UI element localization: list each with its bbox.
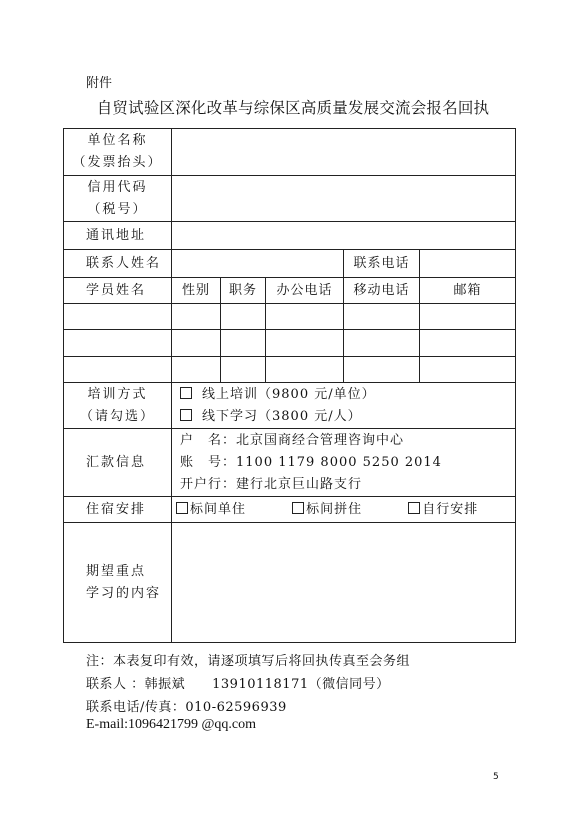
contact-phone-fax: 联系电话/传真：010-62596939 [86,700,287,715]
credit-code-label: 信用代码 （税号） [64,176,172,222]
checkbox-icon[interactable] [180,387,192,399]
table-row [64,304,516,330]
student-cell[interactable] [344,330,420,357]
contact-phone-field[interactable] [420,250,516,278]
account-name: 户 名：北京国商经合管理咨询中心 [180,432,405,448]
address-label: 通讯地址 [64,222,172,250]
expectation-label: 期望重点 学习的内容 [64,523,172,643]
student-cell[interactable] [266,330,344,357]
training-option-online[interactable]: 线上培训（9800 元/单位） [176,384,515,406]
form-title: 自贸试验区深化改革与综保区高质量发展交流会报名回执 [96,99,490,117]
accommodation-label: 住宿安排 [64,497,172,523]
student-cell[interactable] [221,357,266,383]
accommodation-options [172,497,516,523]
checkbox-icon[interactable] [408,502,420,514]
student-cell[interactable] [64,357,172,383]
contact-email: E-mail:1096421799 @qq.com [86,717,256,732]
attachment-label: 附件 [86,76,113,91]
notes-block [86,650,410,719]
checkbox-icon[interactable] [180,409,192,421]
remittance-info [172,429,516,497]
col-mobile-phone: 移动电话 [344,278,420,304]
contact-phone-label: 联系电话 [344,250,420,278]
student-cell[interactable] [420,304,516,330]
col-student-name: 学员姓名 [64,278,172,304]
credit-code-field[interactable] [172,176,516,222]
student-cell[interactable] [221,330,266,357]
contact-name-label: 联系人姓名 [64,250,172,278]
contact-person: 联系人 ：韩振斌 13910118171（微信同号） [86,677,390,692]
account-number: 账 号：1100 1179 8000 5250 2014 [180,454,442,470]
stay-option-self[interactable]: 自行安排 [408,499,478,521]
unit-name-field[interactable] [172,129,516,176]
note-text: 注：本表复印有效，请逐项填写后将回执传真至会务组 [86,654,411,669]
bank-branch: 开户行：建行北京巨山路支行 [180,476,363,492]
col-gender: 性别 [172,278,221,304]
remittance-label: 汇款信息 [64,429,172,497]
student-cell[interactable] [266,304,344,330]
registration-form-table [63,128,516,643]
col-position: 职务 [221,278,266,304]
student-cell[interactable] [420,357,516,383]
table-row [64,330,516,357]
student-cell[interactable] [172,304,221,330]
page-number: 5 [493,772,499,782]
stay-option-single[interactable]: 标间单住 [176,499,288,521]
checkbox-icon[interactable] [176,502,188,514]
table-row [64,357,516,383]
student-cell[interactable] [172,330,221,357]
stay-option-shared[interactable]: 标间拼住 [292,499,404,521]
checkbox-icon[interactable] [292,502,304,514]
student-cell[interactable] [344,304,420,330]
student-cell[interactable] [172,357,221,383]
training-options [172,383,516,429]
training-mode-label: 培训方式 （请勾选） [64,383,172,429]
address-field[interactable] [172,222,516,250]
student-cell[interactable] [64,330,172,357]
unit-name-label: 单位名称 （发票抬头） [64,129,172,176]
expectation-field[interactable] [172,523,516,643]
contact-name-field[interactable] [172,250,344,278]
col-office-phone: 办公电话 [266,278,344,304]
student-cell[interactable] [420,330,516,357]
col-email: 邮箱 [420,278,516,304]
student-cell[interactable] [266,357,344,383]
student-cell[interactable] [221,304,266,330]
student-header-row [64,278,516,304]
student-cell[interactable] [64,304,172,330]
student-cell[interactable] [344,357,420,383]
training-option-offline[interactable]: 线下学习（3800 元/人） [176,406,515,428]
